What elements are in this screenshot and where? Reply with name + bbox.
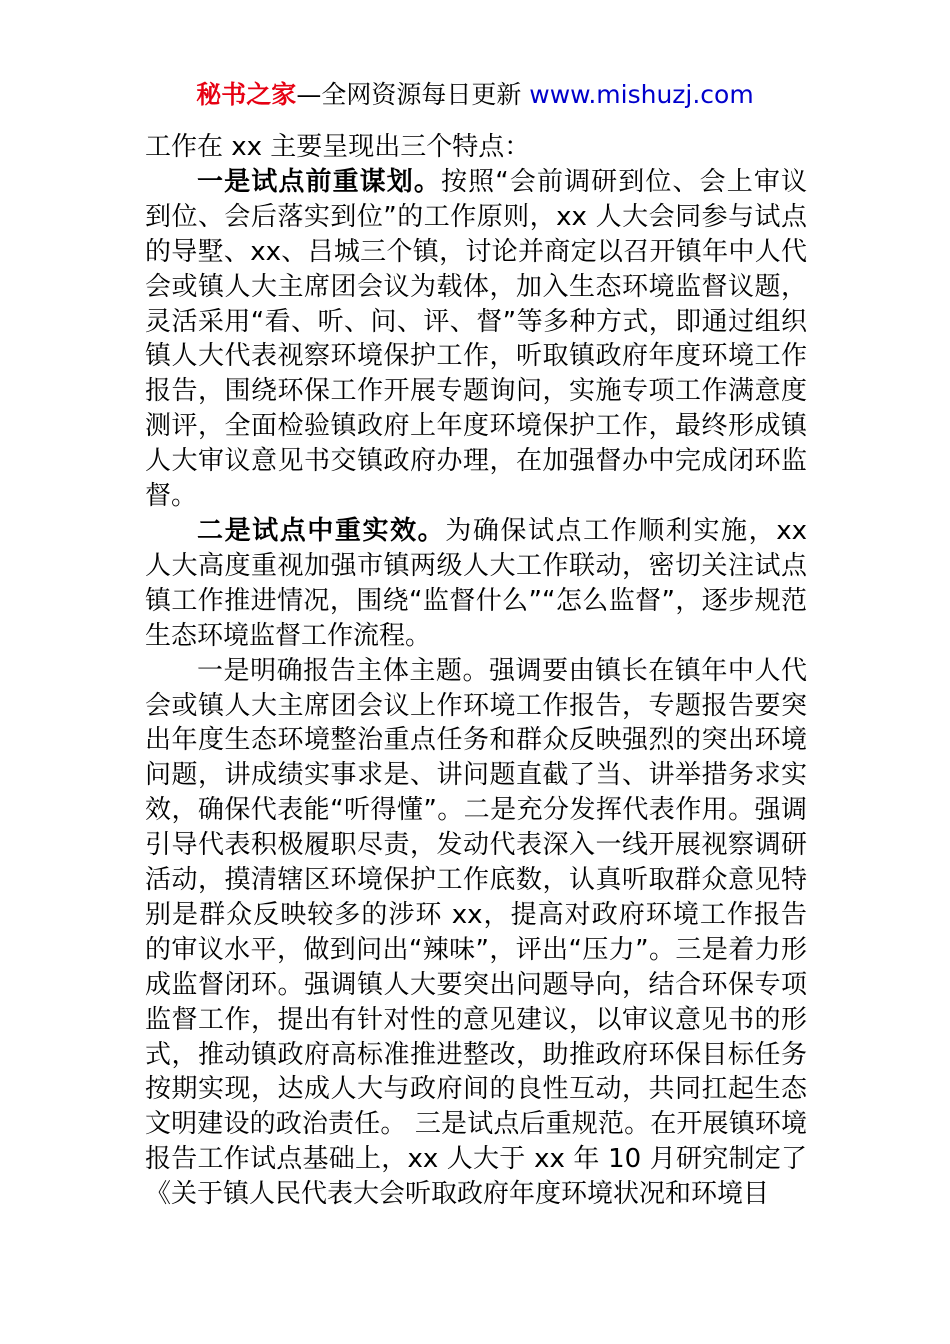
second-point-heading: 二是试点中重实效。 <box>197 515 446 546</box>
site-header <box>0 78 950 112</box>
first-point-heading: 一是试点前重谋划。 <box>197 166 442 197</box>
paragraph-second-point <box>145 514 807 654</box>
first-point-text: 按照“会前调研到位、会上审议到位、会后落实到位”的工作原则，xx 人大会同参与试点的导墅、xx、吕城三个镇，讨论并商定以召开镇年中人代会或镇人大主席团会议为载体，加入生态环境监督议题，灵活采用“看、听、问、评、督”等多种方式，即通过组织镇人大代表视察环境保护工作，听取镇政府年度环境工作报告，围绕环保工作开展专题询问，实施专项工作满意度测评，全面检验镇政府上年度环境保护工作，最终形成镇人大审议意见书交镇政府办理，在加强督办中完成闭环监督。 <box>145 166 807 512</box>
site-tagline: 全网资源每日更新 <box>321 80 522 109</box>
paragraph-first-point <box>145 165 807 514</box>
paragraph-details: 一是明确报告主体主题。强调要由镇长在镇年中人代会或镇人大主席团会议上作环境工作报告，专题报告要突出年度生态环境整治重点任务和群众反映强烈的突出环境问题，讲成绩实事求是、讲问题直截了当、讲举措务求实效，确保代表能“听得懂”。二是充分发挥代表作用。强调引导代表积极履职尽责，发动代表深入一线开展视察调研活动，摸清辖区环境保护工作底数，认真听取群众意见特别是群众反映较多的涉环 xx，提高对政府环境工作报告的审议水平，做到问出“辣味”，评出“压力”。三是着力形成监督闭环。强调镇人大要突出问题导向，结合环保专项监督工作，提出有针对性的意见建议，以审议意见书的形式，推动镇政府高标准推进整改，助推政府环保目标任务按期实现，达成人大与政府间的良性互动，共同扛起生态文明建设的政治责任。 三是试点后重规范。在开展镇环境报告工作试点基础上，xx 人大于 xx 年 10 月研究制定了《关于镇人民代表大会听取政府年度环境状况和环境目 <box>145 655 807 1210</box>
site-url-link[interactable]: www.mishuzj.com <box>529 80 754 109</box>
document-body <box>145 130 807 1212</box>
paragraph-intro: 工作在 xx 主要呈现出三个特点： <box>145 132 531 162</box>
header-dash: — <box>296 80 322 109</box>
site-brand: 秘书之家 <box>196 80 297 109</box>
second-point-text: 为确保试点工作顺利实施，xx 人大高度重视加强市镇两级人大工作联动，密切关注试点镇工作推进情况，围绕“监督什么”“怎么监督”，逐步规范生态环境监督工作流程。 <box>145 515 807 651</box>
